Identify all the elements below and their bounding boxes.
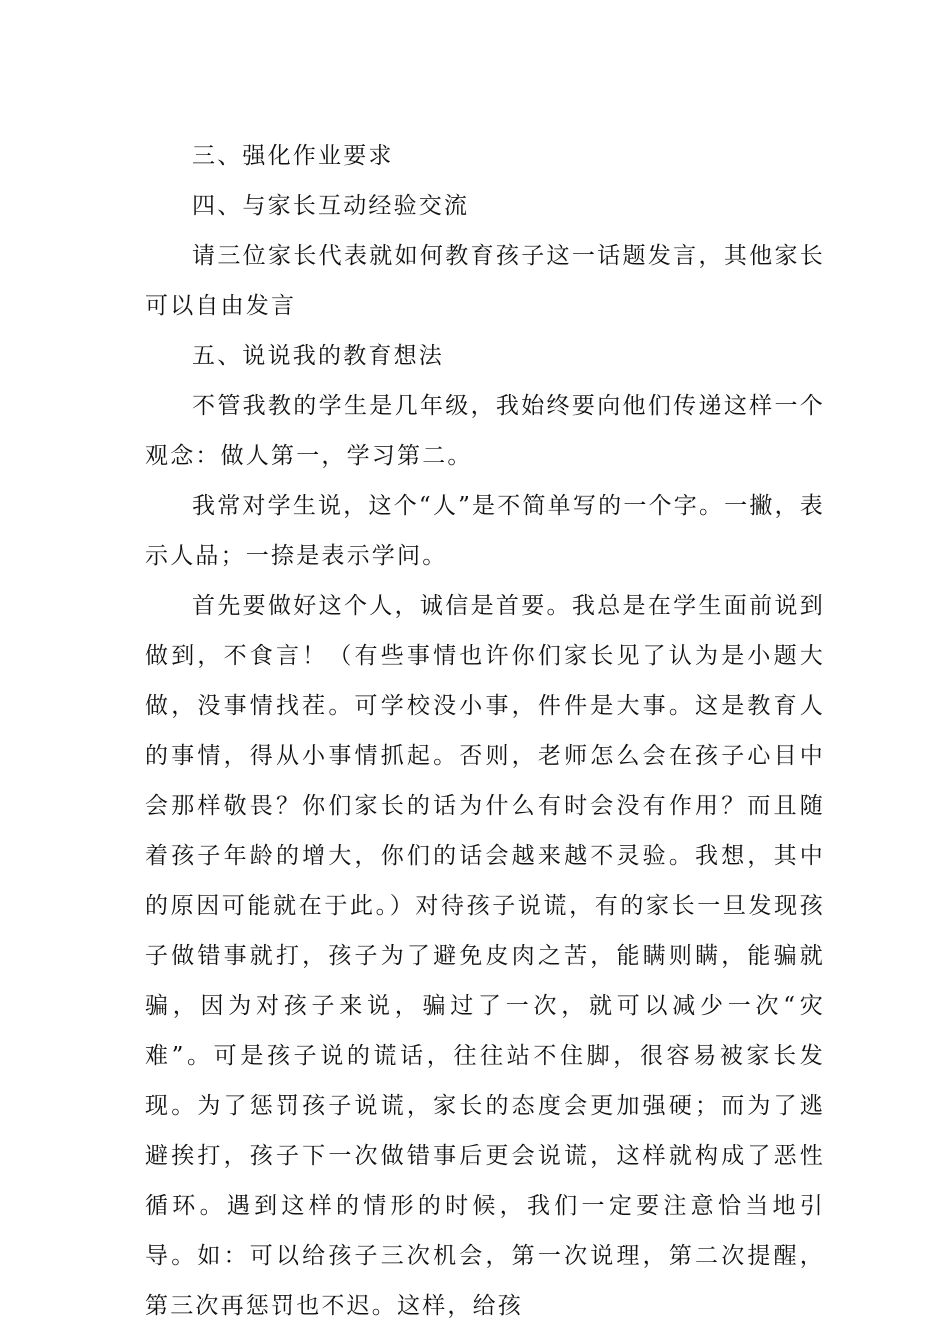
section-heading-5: 五、说说我的教育想法: [192, 343, 444, 369]
paragraph-honesty: 首先要做好这个人，诚信是首要。我总是在学生面前说到做到，不食言！（有些事情也许你们家长见了认为是小题大做，没事情找茬。可学校没小事，件件是大事。这是教育人的事情，得从小事情抓起。否则，老师怎么会在孩子心目中会那样敬畏？你们家长的话为什么有时会没有作用？而且随着孩子年龄的增大，你们的话会越来越不灵验。我想，其中的原因可能就在于此。）对待孩子说谎，有的家长一旦发现孩子做错事就打，孩子为了避免皮肉之苦，能瞒则瞒，能骗就骗，因为对孩子来说，骗过了一次，就可以减少一次“灾难”。可是孩子说的谎话，往往站不住脚，很容易被家长发现。为了惩罚孩子说谎，家长的态度会更加强硬；而为了逃避挨打，孩子下一次做错事后更会说谎，这样就构成了恶性循环。遇到这样的情形的时候，我们一定要注意恰当地引导。如：可以给孩子三次机会，第一次说理，第二次提醒，第三次再惩罚也不迟。这样，给孩: [145, 593, 825, 1319]
section-heading-3: 三、强化作业要求: [192, 143, 394, 169]
paragraph-person-character: 我常对学生说，这个“人”是不简单写的一个字。一撇，表示人品；一捺是表示学问。: [145, 493, 825, 569]
document-body: [145, 131, 825, 1331]
paragraph-core-idea: 不管我教的学生是几年级，我始终要向他们传递这样一个观念：做人第一，学习第二。: [145, 393, 825, 469]
section-heading-4: 四、与家长互动经验交流: [192, 193, 470, 219]
paragraph-parent-speech: 请三位家长代表就如何教育孩子这一话题发言，其他家长可以自由发言: [145, 243, 825, 319]
